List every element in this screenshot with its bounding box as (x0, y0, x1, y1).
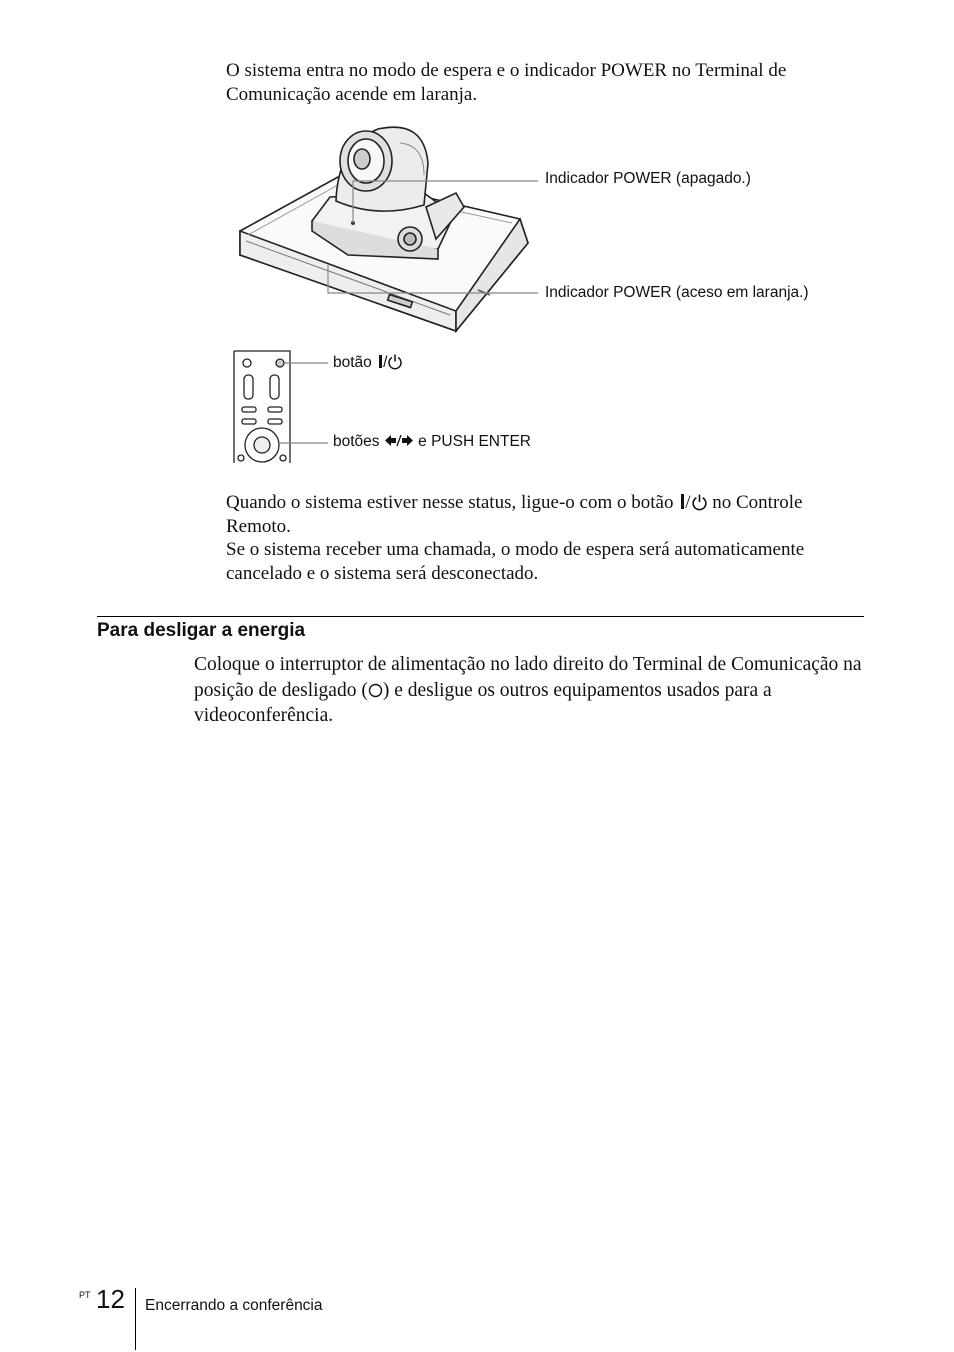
callout-buttons-suffix: e PUSH ENTER (418, 433, 532, 450)
intro-paragraph: O sistema entra no modo de espera e o indicador POWER no Terminal de Comunicação acende em laranja. (226, 60, 787, 105)
standby-power-icon (691, 493, 708, 511)
section-body: Coloque o interruptor de alimentação no lado direito do Terminal de Comunicação na posição de desligado ( ) e desligue os outros equipamentos usados para a videoconferência. (194, 654, 862, 726)
callout-button-label: botão (333, 354, 372, 371)
power-bar-icon (681, 494, 684, 509)
power-bar-icon (379, 355, 382, 368)
page-number: 12 (96, 1284, 125, 1314)
remote-control (234, 351, 290, 463)
section-heading: Para desligar a energia (97, 620, 306, 641)
footer-title: Encerrando a conferência (145, 1297, 323, 1314)
callout-power-off: Indicador POWER (apagado.) (545, 170, 751, 187)
status-paragraph: Quando o sistema estiver nesse status, ligue-o com o botão / no Controle Remoto. (226, 492, 803, 537)
status-paragraph-2: Se o sistema receber uma chamada, o modo de espera será automaticamente cancelado e o sistema será desconectado. (226, 539, 805, 584)
callout-power-button: botão / (333, 353, 403, 372)
standby-power-icon (387, 353, 403, 370)
callout-arrow-buttons (333, 433, 531, 451)
circle-off-icon (368, 683, 383, 698)
callout-power-orange: Indicador POWER (aceso em laranja.) (545, 284, 809, 301)
callout-buttons-label: botões (333, 433, 380, 450)
device-illustration (228, 115, 548, 467)
footer-language: PT (79, 1290, 91, 1300)
section-divider (97, 616, 864, 617)
left-right-arrows-icon (384, 434, 414, 447)
footer-divider (135, 1288, 136, 1350)
